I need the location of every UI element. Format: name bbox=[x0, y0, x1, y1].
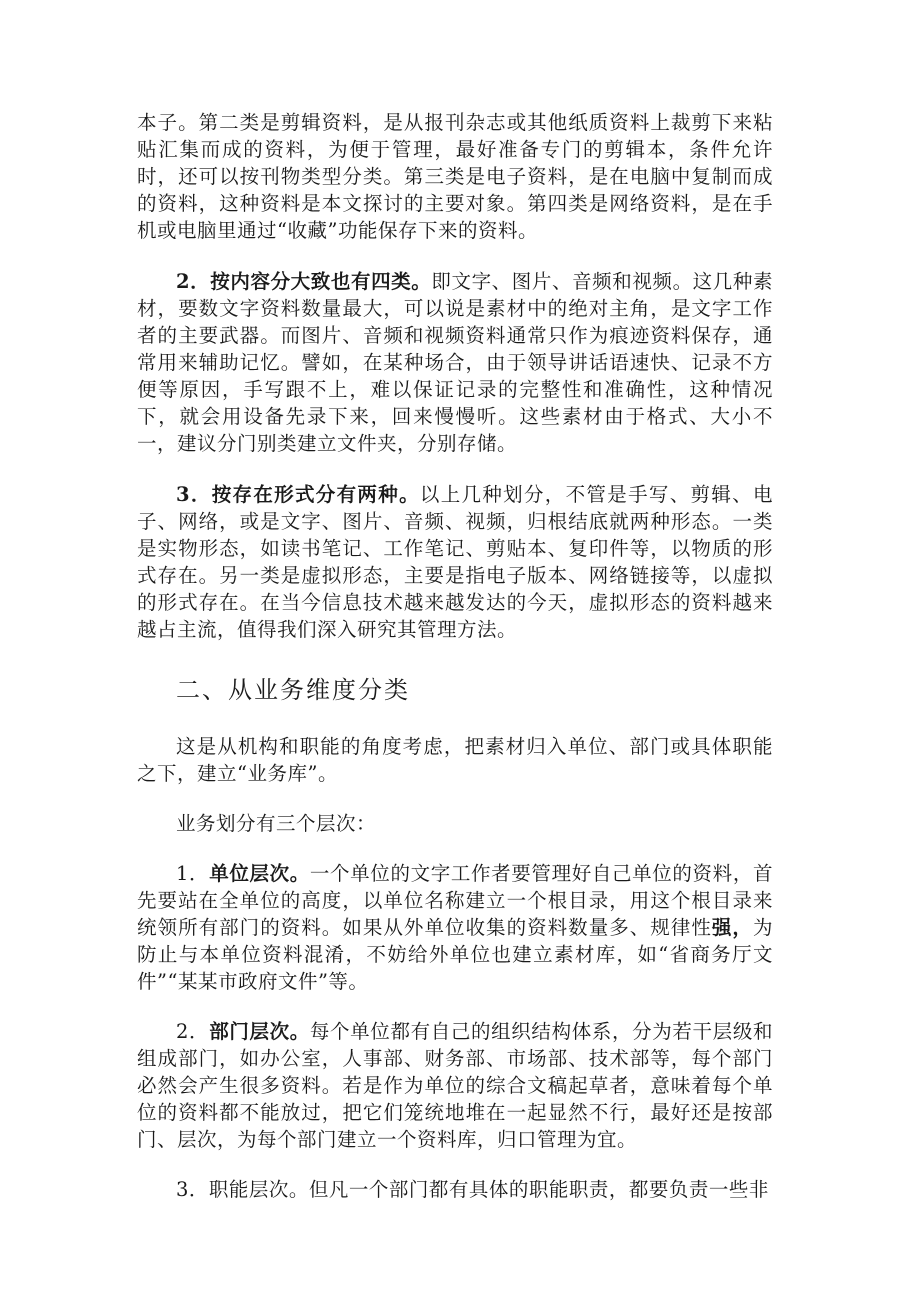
paragraph-number: 1． bbox=[176, 862, 210, 885]
paragraph-lead: 部门层次。 bbox=[209, 1020, 310, 1043]
paragraph-text: 本子。第二类是剪辑资料，是从报刊杂志或其他纸质资料上裁剪下来粘贴汇集而成的资料，为便于管理，最好准备专门的剪辑本，条件允许时，还可以按刊物类型分类。第三类是电子资料，是在电脑中复制而成的资料，这种资料是本文探讨的主要对象。第四类是网络资料，是在手机或电脑里通过“收藏”功能保存下来的资料。 bbox=[137, 111, 773, 242]
paragraph-text: 一个单位的文字工作者要管理好自己单位的资料，首先要站在全单位的高度，以单位名称建立一个根目录，用这个根目录来统领所有部门的资料。如果从外单位收集的资料数量多、规律性 bbox=[137, 862, 773, 939]
paragraph-three-levels bbox=[137, 810, 773, 837]
paragraph-text: 这是从机构和职能的角度考虑，把素材归入单位、部门或具体职能之下，建立“业务库”。 bbox=[137, 735, 773, 785]
paragraph-text: 为防止与本单位资料混淆，不妨给外单位也建立素材库，如“省商务厅文件”“某某市政府文件”等。 bbox=[137, 916, 773, 993]
paragraph-lead: 3．按存在形式分有两种。 bbox=[176, 483, 420, 506]
paragraph-by-content bbox=[137, 268, 773, 457]
paragraph-text: 每个单位都有自己的组织结构体系，分为若干层级和组成部门，如办公室，人事部、财务部、市场部、技术部等，每个部门必然会产生很多资料。若是作为单位的综合文稿起草者，意味着每个单位的资料都不能放过，把它们笼统地堆在一起显然不行，最好还是按部门、层次，为每个部门建立一个资料库，归口管理为宜。 bbox=[137, 1020, 773, 1151]
paragraph-text: 以上几种划分，不管是手写、剪辑、电子、网络，或是文字、图片、音频、视频，归根结底就两种形态。一类是实物形态，如读书笔记、工作笔记、剪贴本、复印件等，以物质的形式存在。另一类是虚拟形态，主要是指电子版本、网络链接等，以虚拟的形式存在。在当今信息技术越来越发达的今天，虚拟形态的资料越来越占主流，值得我们深入研究其管理方法。 bbox=[137, 483, 773, 641]
paragraph-text: 3．职能层次。但凡一个部门都有具体的职能职责，都要负责一些非 bbox=[176, 1178, 769, 1201]
paragraph-lead: 单位层次。 bbox=[209, 862, 310, 885]
paragraph-function-level bbox=[137, 1176, 773, 1203]
paragraph-business-intro bbox=[137, 733, 773, 787]
paragraph-number: 2． bbox=[176, 1020, 210, 1043]
paragraph-emphasis: 强， bbox=[711, 916, 753, 939]
paragraph-department-level bbox=[137, 1018, 773, 1153]
paragraph-unit-level bbox=[137, 860, 773, 995]
section-heading: 二、从业务维度分类 bbox=[176, 676, 410, 704]
paragraph-lead: 2．按内容分大致也有四类。 bbox=[176, 270, 432, 293]
paragraph-material-types-continued bbox=[137, 109, 773, 244]
paragraph-by-form bbox=[137, 481, 773, 643]
paragraph-text: 即文字、图片、音频和视频。这几种素材，要数文字资料数量最大，可以说是素材中的绝对主角，是文字工作者的主要武器。而图片、音频和视频资料通常只作为痕迹资料保存，通常用来辅助记忆。譬如，在某种场合，由于领导讲话语速快、记录不方便等原因，手写跟不上，难以保证记录的完整性和准确性，这种情况下，就会用设备先录下来，回来慢慢听。这些素材由于格式、大小不一，建议分门别类建立文件夹，分别存储。 bbox=[137, 270, 773, 455]
document-page bbox=[137, 109, 773, 1203]
paragraph-text: 业务划分有三个层次： bbox=[176, 812, 377, 835]
